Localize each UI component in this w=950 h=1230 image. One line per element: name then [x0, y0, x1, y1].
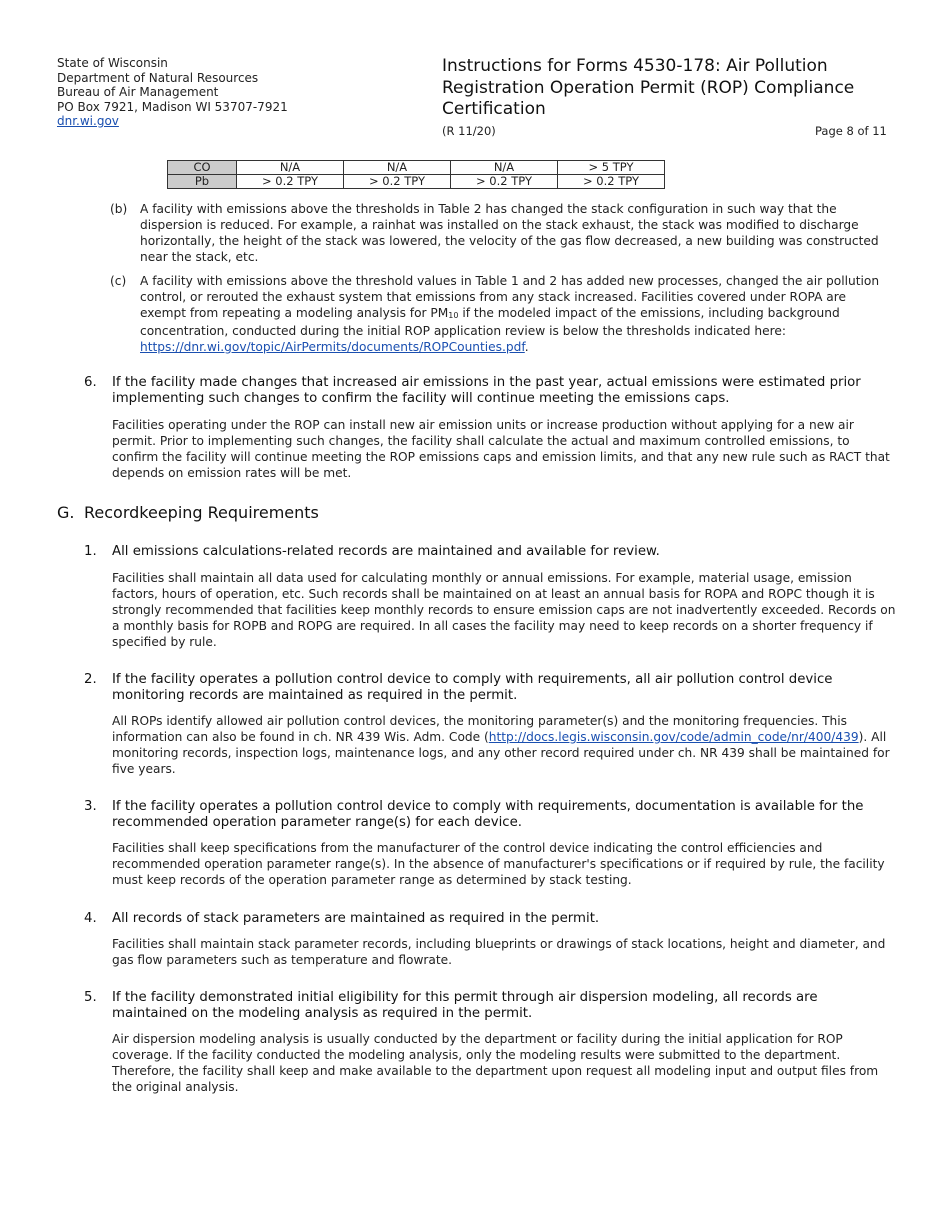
table-cell: N/A — [344, 161, 451, 175]
table-cell: > 0.2 TPY — [344, 175, 451, 189]
agency-address — [57, 56, 288, 129]
text-segment: if the modeled impact of the emissions, including background concentration, conducted during the initial ROP application review is below the thresholds indicated here: — [140, 306, 840, 338]
item-number: 6. — [84, 375, 97, 390]
rop-counties-link[interactable]: https://dnr.wi.gov/topic/AirPermits/documents/ROPCounties.pdf — [140, 340, 525, 354]
table-row — [168, 161, 665, 175]
text-segment: A facility with emissions above the threshold values in Table 1 and 2 has added new processes, changed the air pollution control, or rerouted the exhaust system that emissions from any stack increased. Facilities covered under ROPA are exempt from repeating a modeling analysis for PM — [140, 274, 880, 320]
address-line: Bureau of Air Management — [57, 85, 219, 99]
website-link[interactable]: dnr.wi.gov — [57, 114, 119, 128]
item-heading: If the facility made changes that increased air emissions in the past year, actual emissions were estimated prior implementing such changes to confirm the facility will continue meeting the emissions caps. — [112, 375, 861, 406]
text-segment: ). All monitoring records, inspection logs, maintenance logs, and any other record required under ch. NR 439 shall be maintained for five years. — [112, 730, 890, 776]
item-heading: If the facility operates a pollution control device to comply with requirements, documentation is available for the recommended operation parameter range(s) for each device. — [112, 799, 864, 830]
sub-item-label: (b) — [110, 202, 128, 216]
address-line: State of Wisconsin — [57, 56, 168, 70]
table-row — [168, 175, 665, 189]
item-body: Facilities shall keep specifications from the manufacturer of the control device indicating the control efficiencies and recommended operation parameter range(s). In the absence of manufacturer's specifications or if required by rule, the facility must keep records of the operation parameter range as determined by stack testing. — [112, 841, 885, 887]
item-number: 5. — [84, 990, 97, 1005]
section-heading — [57, 503, 319, 522]
sub-item-label: (c) — [110, 274, 127, 288]
item-number: 3. — [84, 799, 97, 814]
table-cell: N/A — [237, 161, 344, 175]
table-cell: > 0.2 TPY — [451, 175, 558, 189]
address-line: PO Box 7921, Madison WI 53707-7921 — [57, 99, 288, 114]
item-heading: All emissions calculations-related records are maintained and available for review. — [112, 544, 660, 559]
address-line: Department of Natural Resources — [57, 70, 259, 85]
text-segment: . — [524, 340, 529, 354]
item-body: Facilities shall maintain all data used for calculating monthly or annual emissions. For example, material usage, emission factors, hours of operation, etc. Such records shall be maintained on at least an annual basis for ROPA and ROPC though it is strongly recommended that facilities keep monthly records to ensure emission caps are not inadvertently exceeded. Records on a monthly basis for ROPB and ROPG are required. In all cases the facility may need to keep records on a shorter frequency if specified by rule. — [112, 571, 896, 649]
pollutant-cell: Pb — [168, 175, 237, 189]
page-number: Page 8 of 11 — [815, 124, 887, 138]
item-body: Facilities operating under the ROP can install new air emission units or increase production without applying for a new air permit. Prior to implementing such changes, the facility shall calculate the actual and maximum controlled emissions, to confirm the facility will continue meeting the ROP emissions caps and emission limits, and that any new rule such as RACT that depends on emission rates will be met. — [112, 418, 890, 480]
text-segment: All ROPs identify allowed air pollution control devices, the monitoring parameter(s) and the monitoring frequencies. This information can also be found in ch. NR 439 Wis. Adm. Code ( — [112, 714, 847, 744]
item-body: Facilities shall maintain stack parameter records, including blueprints or drawings of stack locations, height and diameter, and gas flow parameters such as temperature and flowrate. — [112, 937, 886, 967]
subscript: 10 — [448, 311, 459, 320]
revision-date: (R 11/20) — [442, 124, 496, 138]
item-number: 2. — [84, 672, 97, 687]
section-letter: G. — [57, 503, 75, 522]
item-body — [112, 713, 897, 777]
emissions-threshold-table — [167, 160, 665, 189]
table-cell: > 0.2 TPY — [237, 175, 344, 189]
table-cell: N/A — [451, 161, 558, 175]
table-cell: > 0.2 TPY — [558, 175, 665, 189]
item-heading: All records of stack parameters are maintained as required in the permit. — [112, 911, 600, 926]
sub-item-text — [140, 273, 892, 355]
item-heading: If the facility demonstrated initial eligibility for this permit through air dispersion modeling, all records are maintained on the modeling analysis as required in the permit. — [112, 990, 818, 1021]
document-title: Instructions for Forms 4530-178: Air Pollution Registration Operation Permit (ROP) Compliance Certification — [442, 56, 855, 119]
item-number: 1. — [84, 544, 97, 559]
item-body: Air dispersion modeling analysis is usually conducted by the department or facility during the initial application for ROP coverage. If the facility conducted the modeling analysis, only the modeling results were submitted to the department. Therefore, the facility shall keep and make available to the department upon request all modeling input and output files from the original analysis. — [112, 1032, 879, 1094]
table-cell: > 5 TPY — [558, 161, 665, 175]
pollutant-cell: CO — [168, 161, 237, 175]
item-heading: If the facility operates a pollution control device to comply with requirements, all air pollution control device monitoring records are maintained as required in the permit. — [112, 672, 833, 703]
section-title: Recordkeeping Requirements — [84, 503, 319, 522]
sub-item-text: A facility with emissions above the thresholds in Table 2 has changed the stack configuration in such way that the dispersion is reduced. For example, a rainhat was installed on the stack exhaust, the stack was modified to discharge horizontally, the height of the stack was lowered, the velocity of the gas flow decreased, a new building was constructed near the stack, etc. — [140, 202, 879, 264]
item-number: 4. — [84, 911, 97, 926]
nr439-code-link[interactable]: http://docs.legis.wisconsin.gov/code/admin_code/nr/400/439 — [488, 730, 859, 744]
